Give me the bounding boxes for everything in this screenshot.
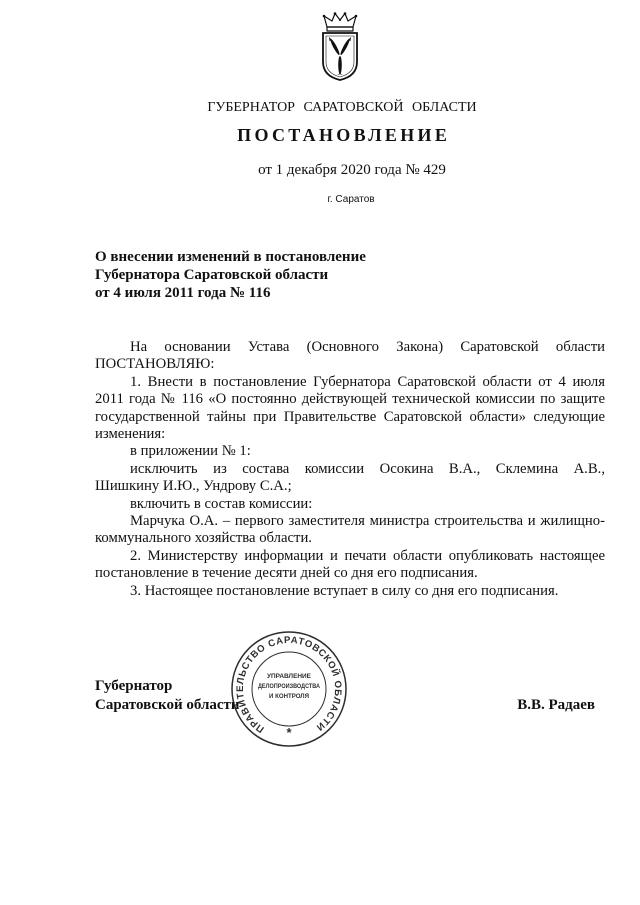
body-line: 2011 года № 116 «О постоянно действующей технической комиссии по защите xyxy=(95,391,605,408)
subject-line: Губернатора Саратовской области xyxy=(95,267,329,283)
body-paragraph-basis xyxy=(95,339,605,374)
body-line: Шишкину И.Ю., Ундрову С.А.; xyxy=(95,478,292,495)
body-line: включить в состав комиссии: xyxy=(130,495,313,512)
body-paragraph-annex xyxy=(95,443,605,460)
body-line: государственной тайны при Правительстве Саратовской области» следующие xyxy=(95,408,605,425)
issuing-authority: ГУБЕРНАТОР САРАТОВСКОЙ ОБЛАСТИ xyxy=(207,100,477,115)
subject-line: О внесении изменений в постановление xyxy=(95,249,366,265)
stamp-ring-textpath: ПРАВИТЕЛЬСТВО САРАТОВСКОЙ ОБЛАСТИ xyxy=(234,634,344,735)
body-paragraph-item-1 xyxy=(95,374,605,444)
body-line: постановление в течение десяти дней со дня его подписания. xyxy=(95,565,478,582)
body-line: изменения: xyxy=(95,426,166,443)
body-line: в приложении № 1: xyxy=(130,443,251,460)
subject-line: от 4 июля 2011 года № 116 xyxy=(95,285,271,301)
body-line: 1. Внести в постановление Губернатора Саратовской области от 4 июля xyxy=(130,373,605,390)
body-line: 3. Настоящее постановление вступает в силу со дня его подписания. xyxy=(130,582,559,599)
stamp-inner-line: УПРАВЛЕНИЕ xyxy=(267,674,311,680)
body-line: 2. Министерству информации и печати области опубликовать настоящее xyxy=(130,547,605,564)
body-line: ПОСТАНОВЛЯЮ: xyxy=(95,356,215,373)
document-type-title: ПОСТАНОВЛЕНИЕ xyxy=(237,125,451,145)
body-paragraph-item-3 xyxy=(95,583,605,600)
stamp-inner-line: ДЕЛОПРОИЗВОДСТВА xyxy=(258,684,321,690)
document-date-number: от 1 декабря 2020 года № 429 xyxy=(258,162,446,178)
body-line: Марчука О.А. – первого заместителя министра строительства и жилищно- xyxy=(130,513,605,530)
stamp-inner-line: И КОНТРОЛЯ xyxy=(269,694,309,700)
body-paragraph-item-2 xyxy=(95,548,605,583)
coat-of-arms-icon xyxy=(320,12,360,82)
body-line: исключить из состава комиссии Осокина В.А., Склемина А.В., xyxy=(130,460,605,477)
official-stamp xyxy=(229,629,349,749)
document-city: г. Саратов xyxy=(327,194,375,205)
document-subject xyxy=(95,248,515,302)
body-paragraph-include xyxy=(95,496,605,513)
body-paragraph-new-member xyxy=(95,513,605,548)
signatory-name: В.В. Радаев xyxy=(517,697,595,713)
signatory-position-line-1: Губернатор xyxy=(95,678,173,694)
document-body xyxy=(95,339,605,600)
stamp-star-icon: * xyxy=(286,725,292,740)
body-line: коммунального хозяйства области. xyxy=(95,530,312,547)
body-line: На основании Устава (Основного Закона) Саратовской области xyxy=(130,339,605,355)
signatory-position-line-2: Саратовской области xyxy=(95,697,240,713)
body-paragraph-exclude xyxy=(95,461,605,496)
